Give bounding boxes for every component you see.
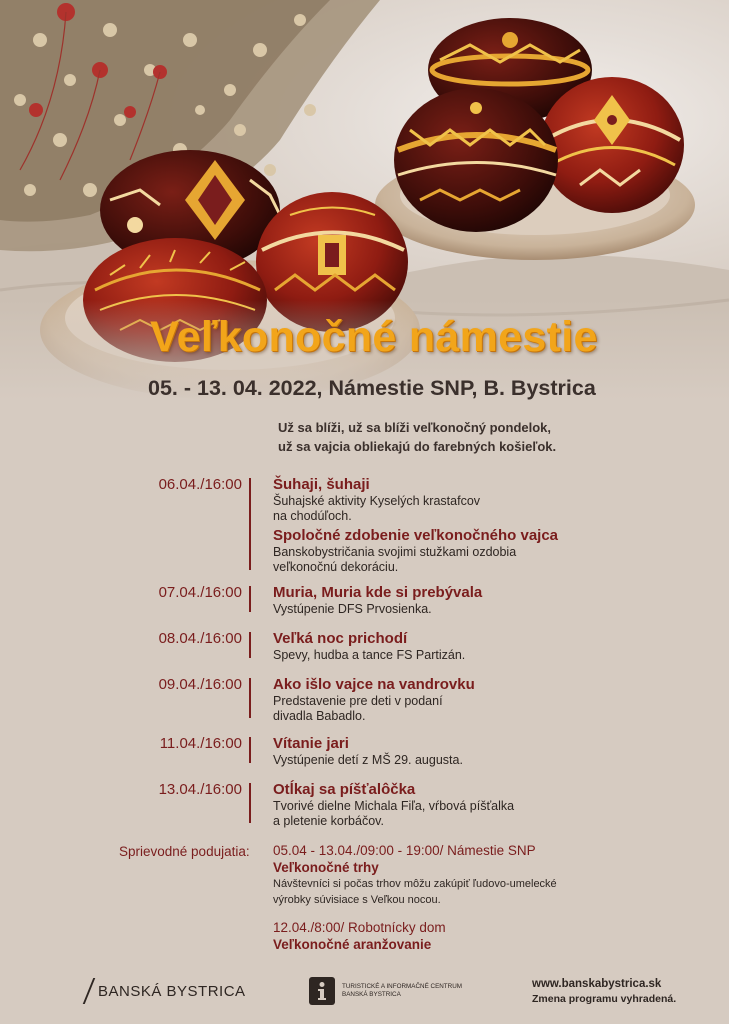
event-desc-line: Banskobystričania svojimi stužkami ozdobia bbox=[273, 545, 517, 559]
intro-line: už sa vajcia obliekajú do farebných košieľok. bbox=[278, 439, 557, 454]
program-events bbox=[273, 584, 713, 617]
event-desc-line: Tvorivé dielne Michala Fiľa, vŕbová píšťalka bbox=[273, 799, 515, 813]
event-desc-line: Predstavenie pre deti v podaní bbox=[273, 694, 443, 708]
website-link[interactable]: www.banskabystrica.sk bbox=[532, 978, 662, 990]
intro-line: Už sa blíži, už sa blíži veľkonočný pondelok, bbox=[278, 420, 552, 435]
event-desc bbox=[273, 545, 713, 575]
side-event-desc-line: Návštevníci si počas trhov môžu zakúpiť ľudovo-umelecké bbox=[273, 878, 557, 890]
side-event-desc bbox=[273, 876, 713, 908]
spacer bbox=[273, 908, 713, 920]
footer-info bbox=[532, 976, 676, 1007]
event-title: Otĺkaj sa píšťalôčka bbox=[273, 781, 416, 798]
info-i-icon bbox=[309, 977, 335, 1005]
program-events bbox=[273, 781, 713, 829]
divider-bar bbox=[249, 678, 251, 718]
event-desc-line: na chodúľoch. bbox=[273, 509, 352, 523]
divider-bar bbox=[249, 737, 251, 763]
poster-title: Veľkonočné námestie bbox=[150, 313, 598, 361]
event-desc bbox=[273, 753, 713, 768]
event-desc bbox=[273, 694, 713, 724]
banska-bystrica-logo bbox=[88, 978, 246, 1004]
program-events bbox=[273, 676, 713, 724]
program-events bbox=[273, 476, 713, 575]
event-title: Muria, Muria kde si prebývala bbox=[273, 584, 483, 601]
side-events-label: Sprievodné podujatia: bbox=[119, 844, 250, 859]
egg-center-right bbox=[394, 88, 558, 232]
footer bbox=[0, 960, 729, 1024]
logo-slash-icon bbox=[83, 978, 96, 1004]
divider-bar bbox=[249, 783, 251, 823]
program-events bbox=[273, 630, 713, 663]
divider-bar bbox=[249, 586, 251, 612]
egg-right bbox=[540, 77, 684, 213]
event-title: Šuhaji, šuhaji bbox=[273, 476, 370, 493]
event-desc bbox=[273, 648, 713, 663]
event-title: Ako išlo vajce na vandrovku bbox=[273, 676, 475, 693]
program-date: 06.04./16:00 bbox=[158, 476, 242, 493]
tic-logo-text bbox=[342, 983, 462, 999]
tic-line: BANSKÁ BYSTRICA bbox=[342, 991, 401, 998]
tic-logo bbox=[309, 977, 462, 1005]
side-events bbox=[273, 843, 713, 953]
event-desc-line: Šuhajské aktivity Kyselých krastafcov bbox=[273, 494, 481, 508]
program-change-note: Zmena programu vyhradená. bbox=[532, 993, 677, 1005]
city-logo-text: BANSKÁ BYSTRICA bbox=[98, 982, 246, 1000]
program-events bbox=[273, 735, 713, 768]
event-title: Veľká noc prichodí bbox=[273, 630, 408, 647]
event-desc-line: Vystúpenie DFS Prvosienka. bbox=[273, 602, 432, 616]
intro-verse bbox=[278, 418, 698, 456]
event-desc-line: Spevy, hudba a tance FS Partizán. bbox=[273, 648, 466, 662]
side-event-when: 05.04 - 13.04./09:00 - 19:00/ Námestie SNP bbox=[273, 843, 536, 858]
divider-bar bbox=[249, 632, 251, 658]
event-title: Vítanie jari bbox=[273, 735, 349, 752]
program-date: 13.04./16:00 bbox=[158, 781, 242, 798]
event-desc-line: Vystúpenie detí z MŠ 29. augusta. bbox=[273, 753, 463, 767]
event-desc bbox=[273, 602, 713, 617]
program-date: 08.04./16:00 bbox=[158, 630, 242, 647]
program-date: 09.04./16:00 bbox=[158, 676, 242, 693]
event-desc bbox=[273, 799, 713, 829]
event-desc bbox=[273, 494, 713, 524]
program-date: 11.04./16:00 bbox=[159, 735, 242, 752]
side-event-when: 12.04./8:00/ Robotnícky dom bbox=[273, 920, 446, 935]
event-desc-line: divadla Babadlo. bbox=[273, 709, 366, 723]
side-event-desc-line: výrobky súvisiace s Veľkou nocou. bbox=[273, 894, 441, 906]
event-desc-line: a pletenie korbáčov. bbox=[273, 814, 384, 828]
event-title: Spoločné zdobenie veľkonočného vajca bbox=[273, 527, 559, 544]
tic-line: TURISTICKÉ A INFORMAČNÉ CENTRUM bbox=[342, 983, 462, 990]
side-event-title: Veľkonočné aranžovanie bbox=[273, 937, 432, 952]
divider-bar bbox=[249, 478, 251, 570]
poster-subtitle: 05. - 13. 04. 2022, Námestie SNP, B. Bystrica bbox=[148, 376, 596, 400]
event-desc-line: veľkonočnú dekoráciu. bbox=[273, 560, 399, 574]
program-date: 07.04./16:00 bbox=[158, 584, 242, 601]
side-event-title: Veľkonočné trhy bbox=[273, 860, 379, 875]
